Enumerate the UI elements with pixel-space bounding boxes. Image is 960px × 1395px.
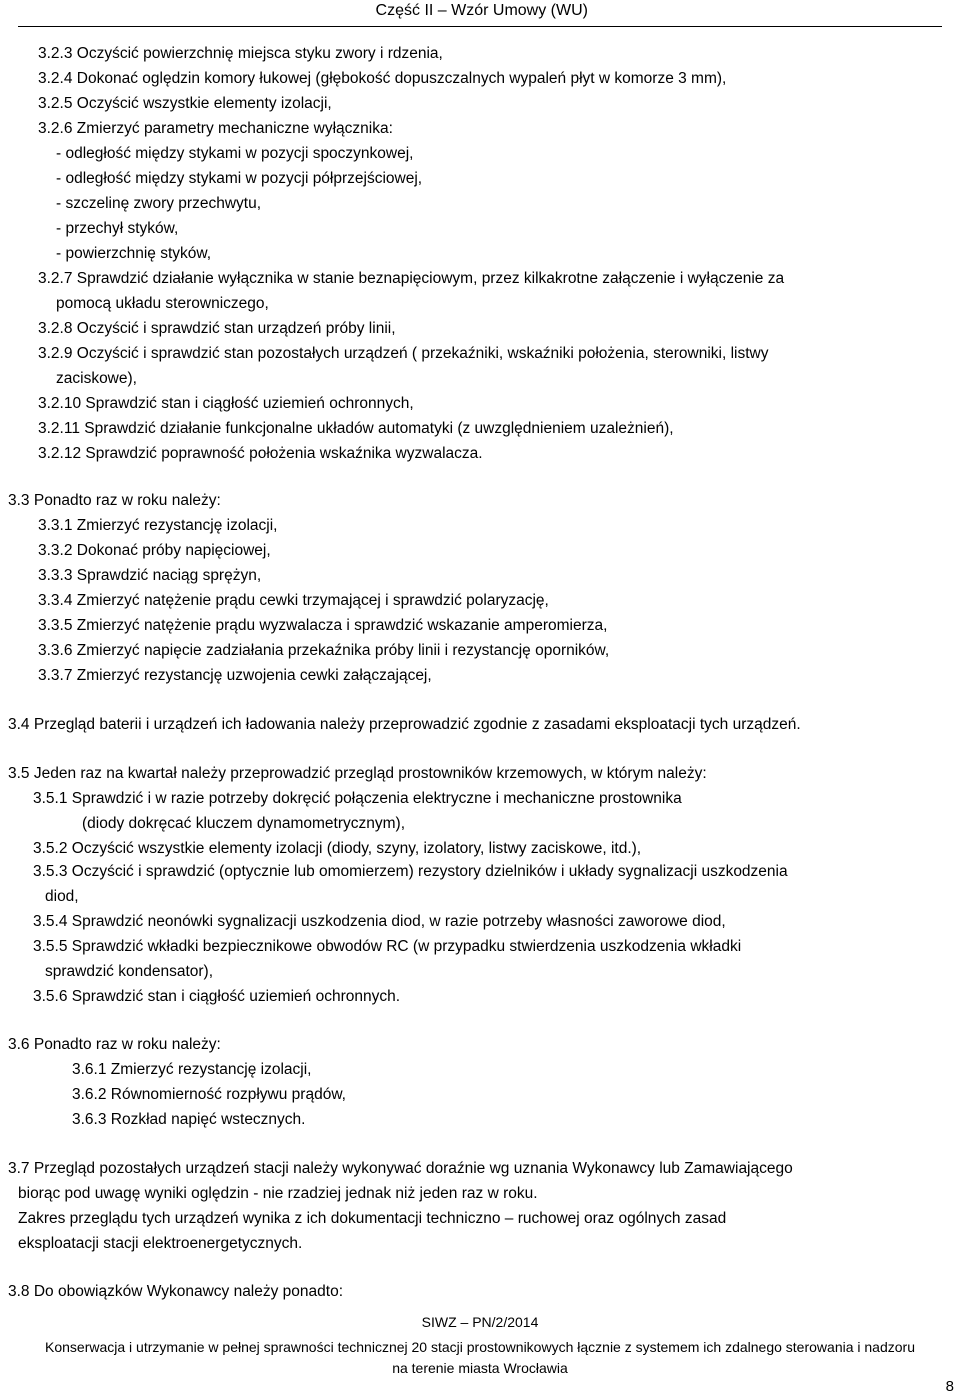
text-line: 3.2.8 Oczyścić i sprawdzić stan urządzeń próby linii, [38, 320, 396, 337]
text-line: 3.3.7 Zmierzyć rezystancję uzwojenia cewki załączającej, [38, 667, 432, 684]
text-line: Zakres przeglądu tych urządzeń wynika z ich dokumentacji techniczno – ruchowej oraz ogólnych zasad [18, 1210, 727, 1227]
text-line: 3.3.2 Dokonać próby napięciowej, [38, 542, 271, 559]
text-line: 3.2.4 Dokonać oględzin komory łukowej (głębokość dopuszczalnych wypaleń płyt w komorze 3 mm), [38, 70, 727, 87]
footer-line-1: Konserwacja i utrzymanie w pełnej sprawności technicznej 20 stacji prostownikowych łącznie z systemem ich zdalnego sterowania i nadzoru [45, 1339, 915, 1355]
text-line: 3.5.5 Sprawdzić wkładki bezpiecznikowe obwodów RC (w przypadku stwierdzenia uszkodzenia wkładki [33, 938, 742, 955]
header-divider [18, 26, 942, 27]
text-line: eksploatacji stacji elektroenergetycznych. [18, 1235, 303, 1252]
text-line: 3.3 Ponadto raz w roku należy: [8, 492, 221, 509]
text-line: 3.2.10 Sprawdzić stan i ciągłość uziemień ochronnych, [38, 395, 414, 412]
page-number: 8 [945, 1378, 954, 1395]
text-line: 3.5 Jeden raz na kwartał należy przeprowadzić przegląd prostowników krzemowych, w którym należy: [8, 765, 707, 782]
text-line: 3.5.1 Sprawdzić i w razie potrzeby dokręcić połączenia elektryczne i mechaniczne prostownika [33, 790, 682, 807]
footer-line-2: na terenie miasta Wrocławia [392, 1360, 568, 1376]
text-line: zaciskowe), [56, 370, 137, 387]
text-line: 3.6 Ponadto raz w roku należy: [8, 1036, 221, 1053]
text-line: 3.2.3 Oczyścić powierzchnię miejsca styku zwory i rdzenia, [38, 45, 443, 62]
text-line: - szczelinę zwory przechwytu, [56, 195, 262, 212]
text-line: 3.8 Do obowiązków Wykonawcy należy ponadto: [8, 1283, 344, 1300]
page-header [0, 0, 960, 26]
text-line: 3.7 Przegląd pozostałych urządzeń stacji należy wykonywać doraźnie wg uznania Wykonawcy lub Zamawiającego [8, 1160, 793, 1177]
text-line: 3.4 Przegląd baterii i urządzeń ich ładowania należy przeprowadzić zgodnie z zasadami eksploatacji tych urządzeń. [8, 716, 801, 733]
text-line: - odległość między stykami w pozycji spoczynkowej, [56, 145, 414, 162]
text-line: - przechył styków, [56, 220, 179, 237]
text-line: - odległość między stykami w pozycji półprzejściowej, [56, 170, 423, 187]
text-line: 3.2.9 Oczyścić i sprawdzić stan pozostałych urządzeń ( przekaźniki, wskaźniki położenia, sterowniki, listwy [38, 345, 769, 362]
text-line: 3.2.5 Oczyścić wszystkie elementy izolacji, [38, 95, 332, 112]
text-line: sprawdzić kondensator), [45, 963, 213, 980]
text-line: 3.3.6 Zmierzyć napięcie zadziałania przekaźnika próby linii i rezystancję oporników, [38, 642, 610, 659]
text-line: 3.6.1 Zmierzyć rezystancję izolacji, [72, 1061, 312, 1078]
text-line: 3.2.11 Sprawdzić działanie funkcjonalne układów automatyki (z uwzględnieniem uzależnień), [38, 420, 674, 437]
text-line: 3.5.2 Oczyścić wszystkie elementy izolacji (diody, szyny, izolatory, listwy zaciskowe, itd.), [33, 840, 642, 857]
text-line: 3.2.12 Sprawdzić poprawność położenia wskaźnika wyzwalacza. [38, 445, 483, 462]
text-line: 3.6.2 Równomierność rozpływu prądów, [72, 1086, 346, 1103]
text-line: 3.3.1 Zmierzyć rezystancję izolacji, [38, 517, 278, 534]
text-line: 3.3.3 Sprawdzić naciąg sprężyn, [38, 567, 262, 584]
text-line: 3.2.7 Sprawdzić działanie wyłącznika w stanie beznapięciowym, przez kilkakrotne załączenie i wyłączenie za [38, 270, 785, 287]
text-line: - powierzchnię styków, [56, 245, 212, 262]
text-line: 3.6.3 Rozkład napięć wstecznych. [72, 1111, 306, 1128]
text-line: 3.2.6 Zmierzyć parametry mechaniczne wyłącznika: [38, 120, 393, 137]
header-title: Część II – Wzór Umowy (WU) [375, 2, 588, 19]
text-line: 3.5.3 Oczyścić i sprawdzić (optycznie lub omomierzem) rezystory dzielników i układy sygnalizacji uszkodzenia [33, 863, 788, 880]
text-line: 3.3.5 Zmierzyć natężenie prądu wyzwalacza i sprawdzić wskazanie amperomierza, [38, 617, 608, 634]
text-line: biorąc pod uwagę wyniki oględzin - nie rzadziej jednak niż jeden raz w roku. [18, 1185, 538, 1202]
footer-document-code: SIWZ – PN/2/2014 [421, 1314, 539, 1330]
text-line: 3.3.4 Zmierzyć natężenie prądu cewki trzymającej i sprawdzić polaryzację, [38, 592, 549, 609]
text-line: diod, [45, 888, 79, 905]
footer-description [8, 1337, 952, 1379]
text-line: (diody dokręcać kluczem dynamometrycznym), [82, 815, 406, 832]
text-line: pomocą układu sterowniczego, [56, 295, 269, 312]
text-line: 3.5.4 Sprawdzić neonówki sygnalizacji uszkodzenia diod, w razie potrzeby własności zaworowe diod, [33, 913, 726, 930]
text-line: 3.5.6 Sprawdzić stan i ciągłość uziemień ochronnych. [33, 988, 401, 1005]
